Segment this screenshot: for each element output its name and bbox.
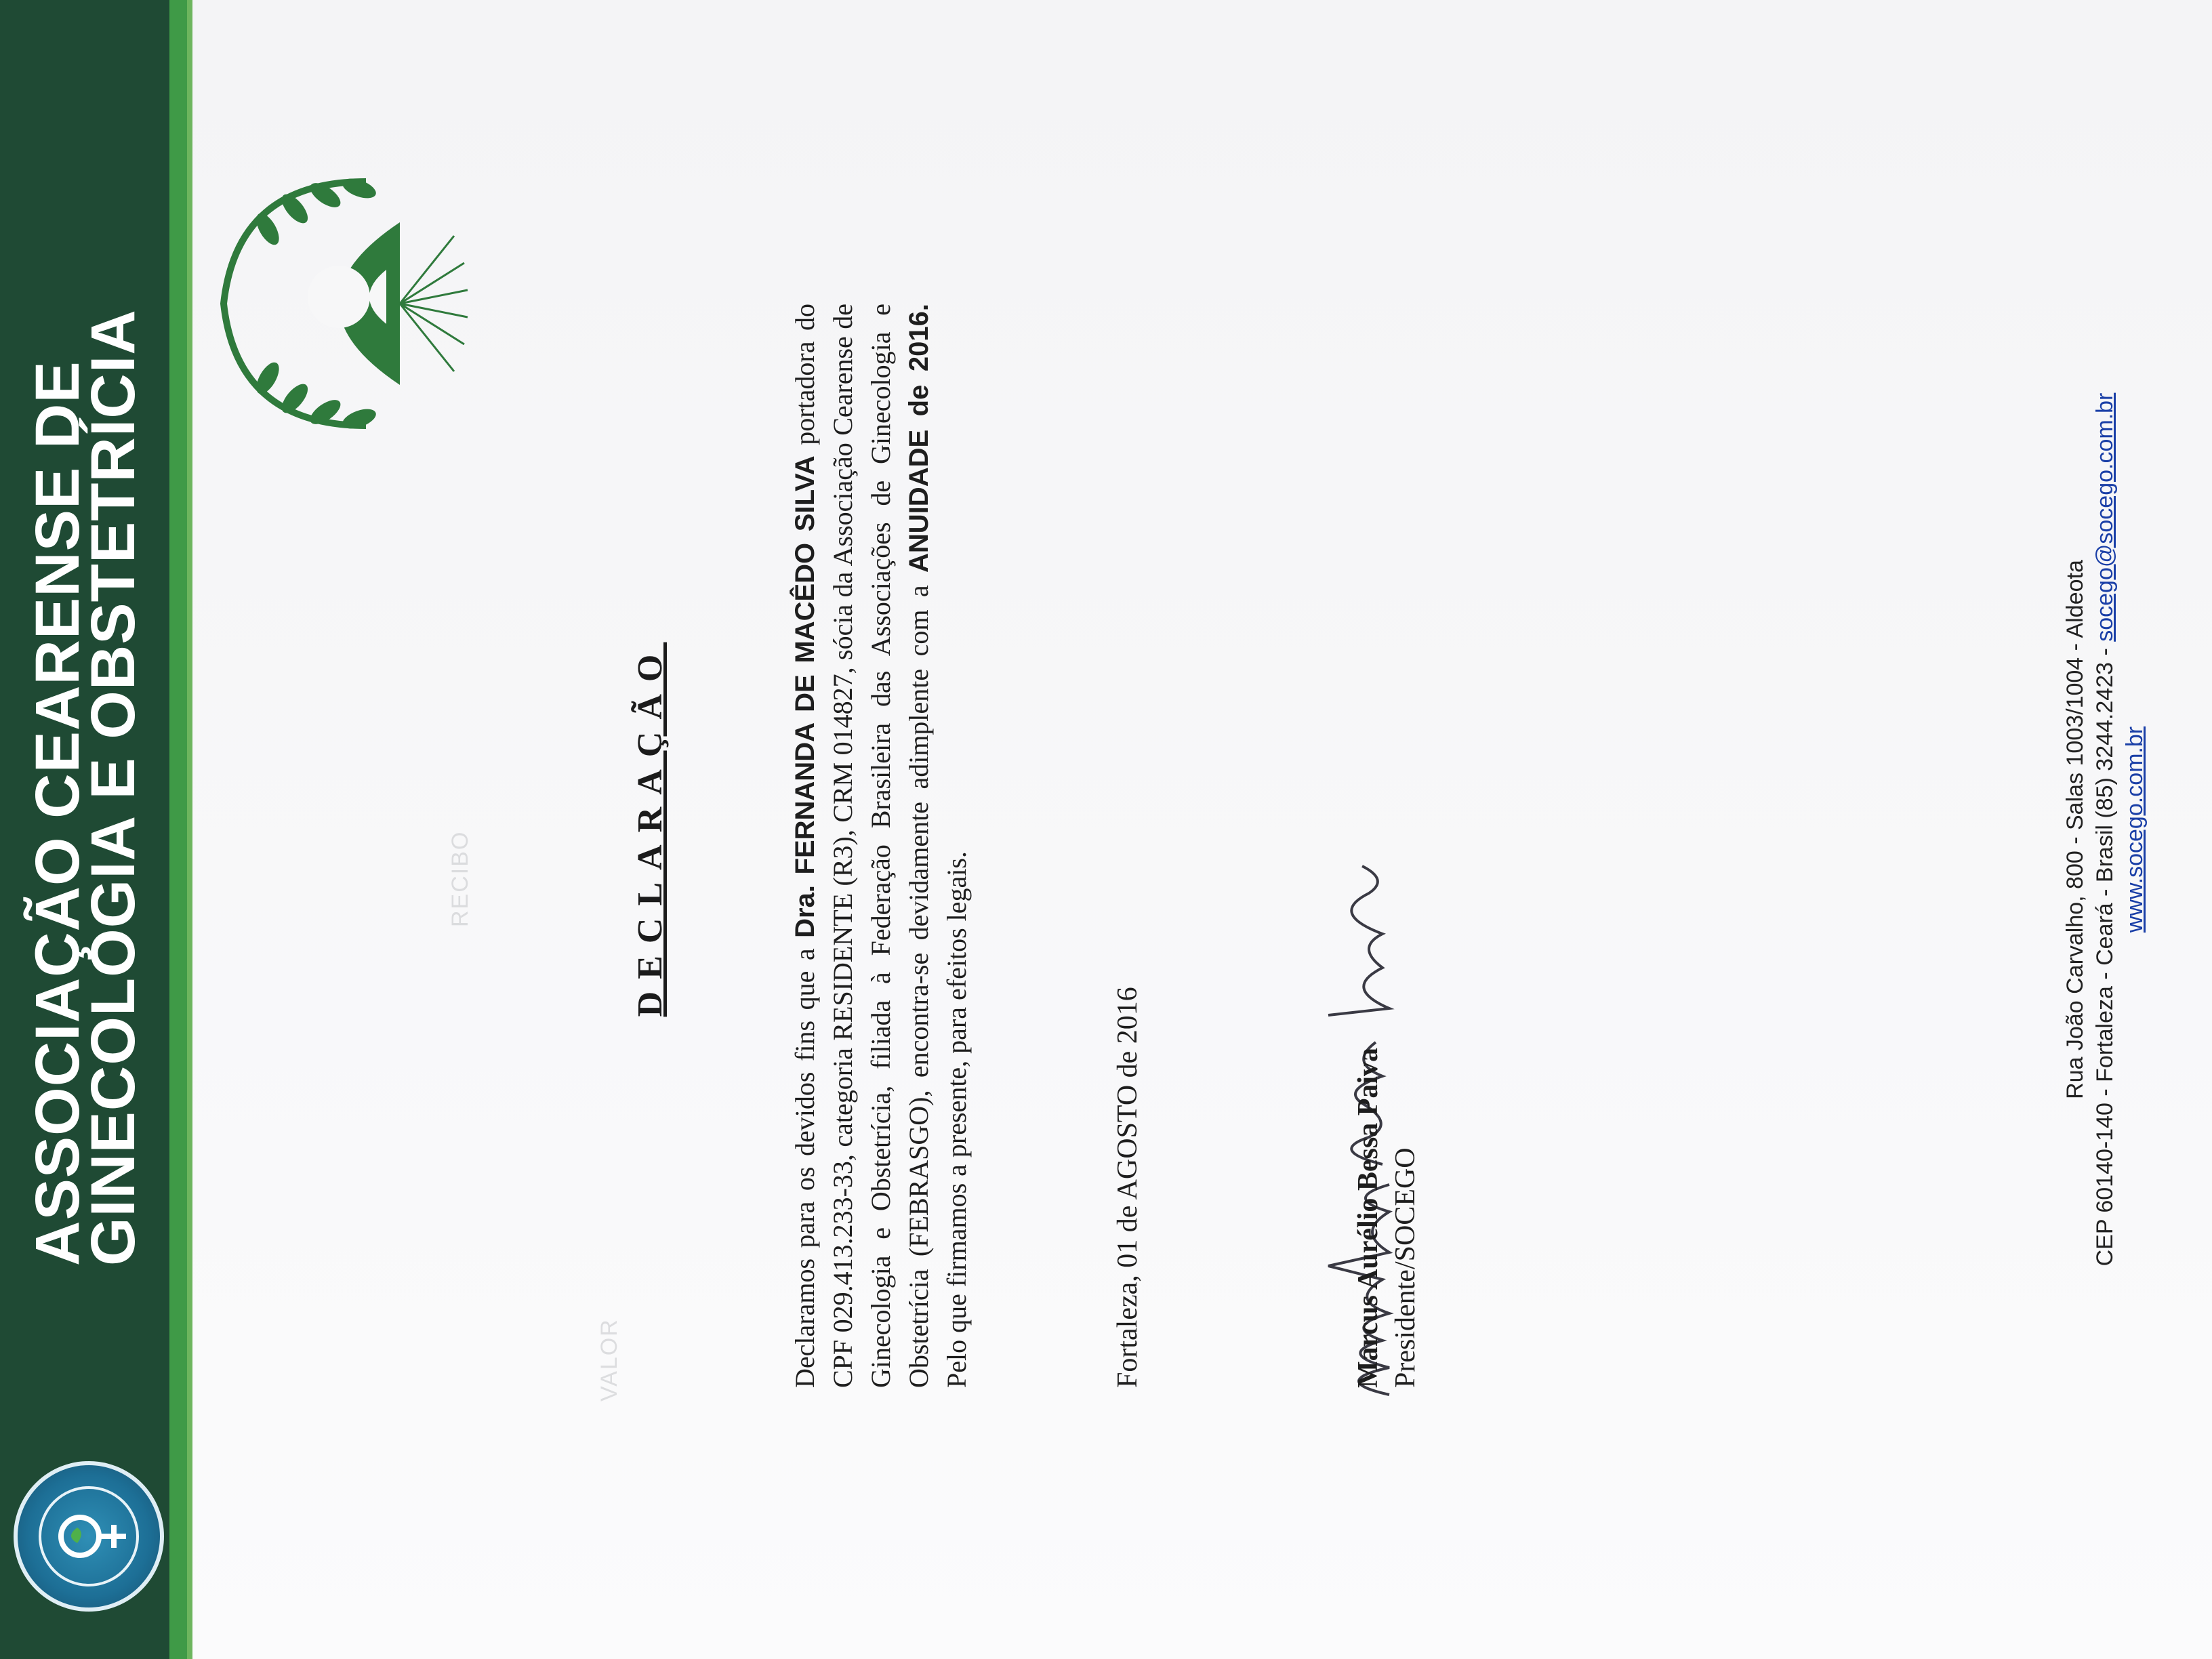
footer-email-link[interactable]: socego@socego.com.br <box>2092 392 2118 642</box>
member-name: FERNANDA DE MACÊDO SILVA <box>790 455 820 875</box>
header-stripe <box>169 0 187 1659</box>
signatory-name: Marcus Aurélio Bessa Paiva <box>1353 1047 1384 1388</box>
footer-contact-text: CEP 60140-140 - Fortaleza - Ceará - Brasil (85) 3244.2423 - <box>2092 641 2118 1267</box>
document-title: DECLARAÇÃO <box>631 642 670 1017</box>
body-dra: Dra. <box>790 885 820 938</box>
bleed-through-valor: VALOR <box>596 1318 622 1401</box>
footer-address: Rua João Carvalho, 800 - Salas 1003/1004 - Aldeota <box>2062 560 2088 1099</box>
febrasgo-logo-icon <box>14 1461 164 1612</box>
socego-emblem-icon <box>197 141 481 466</box>
footer-website <box>2120 0 2150 1659</box>
body-closing: Pelo que firmamos a presente, para efeitos legais. <box>941 851 972 1388</box>
footer-website-link[interactable]: www.socego.com.br <box>2122 726 2148 933</box>
bleed-through-recibo: RECIBO <box>447 830 473 927</box>
declaration-date: Fortaleza, 01 de AGOSTO de 2016 <box>1112 987 1143 1388</box>
footer-contact <box>2090 0 2120 1659</box>
body-intro: Declaramos para os devidos fins que a <box>790 937 820 1388</box>
header-stripe-light <box>187 0 192 1659</box>
signatory-role: Presidente/SOCEGO <box>1390 1147 1421 1388</box>
footer <box>2060 0 2150 1659</box>
body-details: portadora do CPF 029.413.233-33, categoria RESIDENTE (R3), CRM 014827, sócia da Associação Cearense de Ginecologia e Obstetrícia, filiada à Federação Brasileira das Associações de Ginecologia e Obstetrícia (FEBRASGO), encontra-se devidamente adimplente com a <box>790 303 934 1388</box>
anuidade-text: ANUIDADE de 2016. <box>904 304 934 573</box>
header-title: ASSOCIAÇÃO CEARENSE DE GINECOLOGIA E OBSTETRÍCIA <box>23 309 148 1266</box>
declaration-body <box>786 304 976 1388</box>
